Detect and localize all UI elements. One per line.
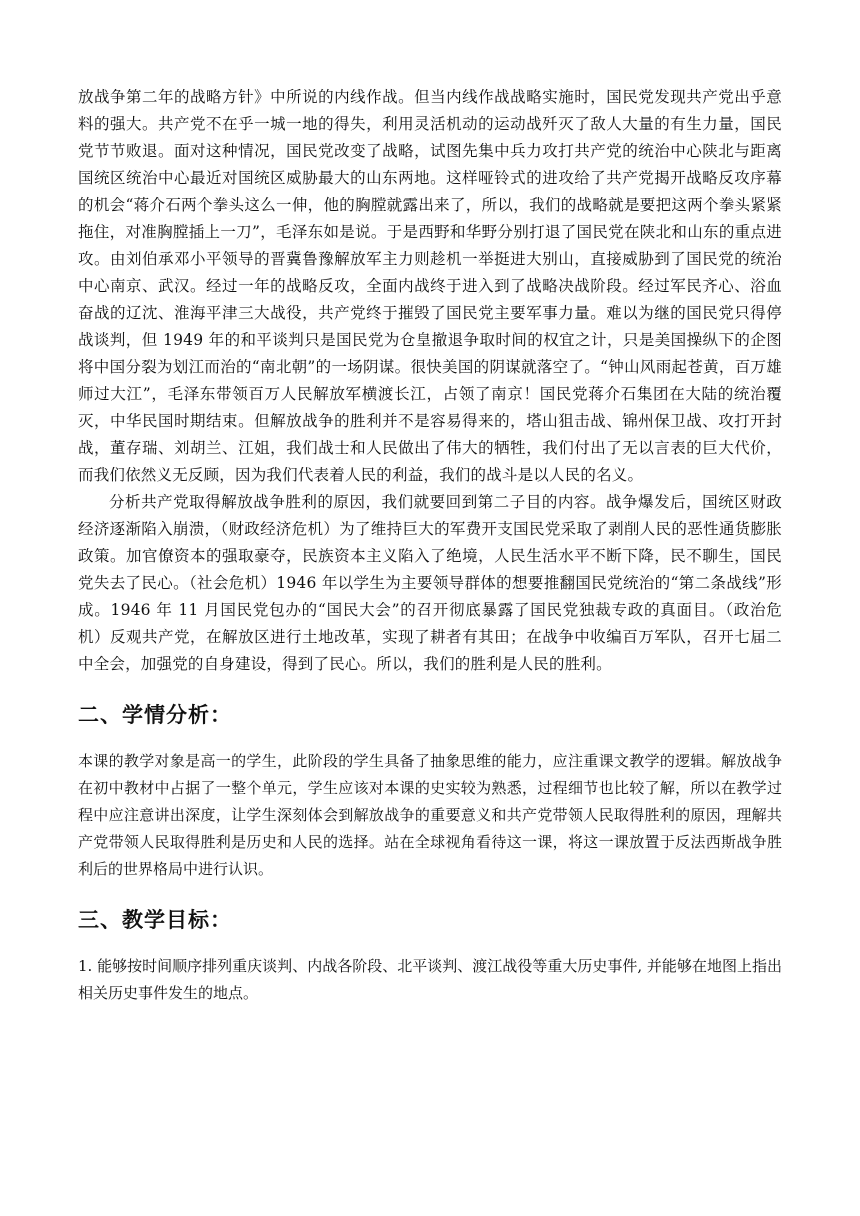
body-paragraph-teaching-goal-1: 1. 能够按时间顺序排列重庆谈判、内战各阶段、北平谈判、渡江战役等重大历史事件, 并能够在地图上指出相关历史事件发生的地点。 bbox=[78, 957, 782, 1002]
document-page bbox=[78, 84, 782, 1007]
body-paragraph-victory-reasons: 分析共产党取得解放战争胜利的原因，我们就要回到第二子目的内容。战争爆发后，国统区财政经济逐渐陷入崩溃，（财政经济危机）为了维持巨大的军费开支国民党采取了剥削人民的恶性通货膨胀政策。加官僚资本的强取豪夺，民族资本主义陷入了绝境，人民生活水平不断下降，民不聊生，国民党失去了民心。（社会危机）1946 年以学生为主要领导群体的想要推翻国民党统治的“第二条战线”形成。1946 年 11 月国民党包办的“国民大会”的召开彻底暴露了国民党独裁专政的真面目。（政治危机）反观共产党，在解放区进行土地改革，实现了耕者有其田；在战争中收编百万军队，召开七届二中全会，加强党的自身建设，得到了民心。所以，我们的胜利是人民的胜利。 bbox=[78, 493, 782, 673]
body-paragraph-student-analysis: 本课的教学对象是高一的学生，此阶段的学生具备了抽象思维的能力，应注重课文教学的逻辑。解放战争在初中教材中占据了一整个单元，学生应该对本课的史实较为熟悉，过程细节也比较了解，所以在教学过程中应注意讲出深度，让学生深刻体会到解放战争的重要意义和共产党带领人民取得胜利的原因，理解共产党带领人民取得胜利是历史和人民的选择。站在全球视角看待这一课，将这一课放置于反法西斯战争胜利后的世界格局中进行认识。 bbox=[78, 752, 782, 878]
section-heading-student-analysis: 二、学情分析： bbox=[78, 703, 232, 727]
body-paragraph-war-strategy: 放战争第二年的战略方针》中所说的内线作战。但当内线作战战略实施时，国民党发现共产党出乎意料的强大。共产党不在乎一城一地的得失，利用灵活机动的运动战歼灭了敌人大量的有生力量，国民党节节败退。面对这种情况，国民党改变了战略，试图先集中兵力攻打共产党的统治中心陕北与距离国统区统治中心最近对国统区威胁最大的山东两地。这样哑铃式的进攻给了共产党揭开战略反攻序幕的机会“蒋介石两个拳头这么一伸，他的胸膛就露出来了，所以，我们的战略就是要把这两个拳头紧紧拖住，对准胸膛插上一刀”，毛泽东如是说。于是西野和华野分别打退了国民党在陕北和山东的重点进攻。由刘伯承邓小平领导的晋冀鲁豫解放军主力则趁机一举挺进大别山，直接威胁到了国民党的统治中心南京、武汉。经过一年的战略反攻，全面内战终于进入到了战略决战阶段。经过军民齐心、浴血奋战的辽沈、淮海平津三大战役，共产党终于摧毁了国民党主要军事力量。难以为继的国民党只得停战谈判，但 1949 年的和平谈判只是国民党为仓皇撤退争取时间的权宜之计，只是美国操纵下的企图将中国分裂为划江而治的“南北朝”的一场阴谋。很快美国的阴谋就落空了。“钟山风雨起苍黄，百万雄师过大江”，毛泽东带领百万人民解放军横渡长江，占领了南京！国民党蒋介石集团在大陆的统治覆灭，中华民国时期结束。但解放战争的胜利并不是容易得来的，塔山狙击战、锦州保卫战、攻打开封战，董存瑞、刘胡兰、江姐，我们战士和人民做出了伟大的牺牲，我们付出了无以言表的巨大代价，而我们依然义无反顾，因为我们代表着人民的利益，我们的战斗是以人民的名义。 bbox=[78, 88, 782, 484]
section-heading-teaching-goals: 三、教学目标： bbox=[78, 908, 232, 932]
